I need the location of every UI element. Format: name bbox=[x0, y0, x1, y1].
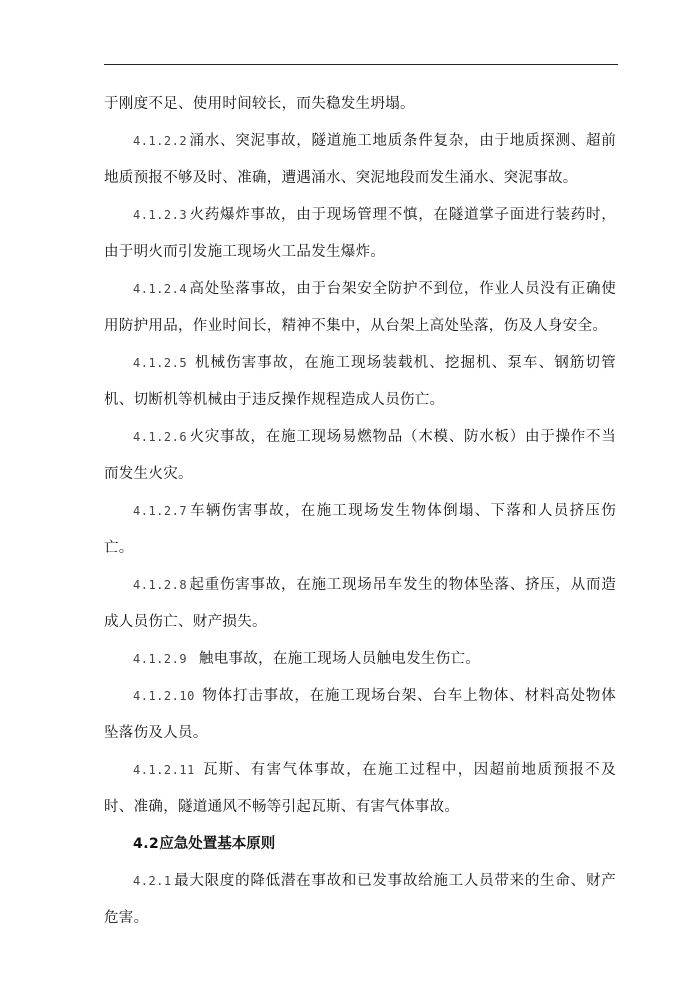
paragraph-4-2-1 bbox=[104, 863, 616, 937]
paragraph-continuation: 于刚度不足、使用时间较长，而失稳发生坍塌。 bbox=[104, 96, 415, 112]
clause-number: 4.1.2.11 bbox=[133, 763, 195, 777]
clause-text: 瓦斯、有害气体事故，在施工过程中，因超前地质预报不及时、准确，隧道通风不畅等引起瓦斯、有害气体事故。 bbox=[104, 762, 616, 815]
clause-number: 4.1.2.9 bbox=[133, 652, 188, 666]
clause-number: 4.1.2.2 bbox=[133, 134, 188, 148]
paragraph-4-1-2-5 bbox=[104, 345, 616, 419]
section-heading bbox=[104, 826, 616, 863]
clause-number: 4.1.2.5 bbox=[133, 356, 188, 370]
clause-text: 车辆伤害事故，在施工现场发生物体倒塌、下落和人员挤压伤亡。 bbox=[104, 503, 616, 556]
clause-text: 机械伤害事故，在施工现场装载机、挖掘机、泵车、钢筋切管机、切断机等机械由于违反操作规程造成人员伤亡。 bbox=[104, 355, 616, 408]
paragraph-4-1-2-10 bbox=[104, 678, 616, 752]
document-body bbox=[104, 86, 616, 937]
paragraph-4-1-2-7 bbox=[104, 493, 616, 567]
clause-number: 4.1.2.7 bbox=[133, 504, 188, 518]
paragraph-4-1-2-9 bbox=[104, 641, 616, 678]
paragraph-4-1-2-4 bbox=[104, 271, 616, 345]
paragraph-4-1-2-2 bbox=[104, 123, 616, 197]
paragraph-4-1-2-8 bbox=[104, 567, 616, 641]
clause-text: 涌水、突泥事故，隧道施工地质条件复杂，由于地质探测、超前地质预报不够及时、准确，遭遇涌水、突泥地段而发生涌水、突泥事故。 bbox=[104, 133, 616, 186]
paragraph-4-1-2-11 bbox=[104, 752, 616, 826]
section-number: 4.2 bbox=[133, 836, 160, 852]
clause-text: 物体打击事故，在施工现场台架、台车上物体、材料高处物体坠落伤及人员。 bbox=[104, 688, 616, 741]
paragraph-4-1-2-3 bbox=[104, 197, 616, 271]
clause-number: 4.1.2.3 bbox=[133, 208, 188, 222]
clause-text: 火灾事故，在施工现场易燃物品（木模、防水板）由于操作不当而发生火灾。 bbox=[104, 429, 616, 482]
section-title: 应急处置基本原则 bbox=[159, 836, 276, 852]
clause-number: 4.1.2.10 bbox=[133, 689, 195, 703]
clause-text: 起重伤害事故，在施工现场吊车发生的物体坠落、挤压，从而造成人员伤亡、财产损失。 bbox=[104, 577, 616, 630]
header-rule bbox=[104, 64, 618, 65]
clause-number: 4.1.2.6 bbox=[133, 430, 188, 444]
paragraph-4-1-2-6 bbox=[104, 419, 616, 493]
clause-text: 最大限度的降低潜在事故和已发事故给施工人员带来的生命、财产危害。 bbox=[104, 873, 616, 926]
clause-text: 火药爆炸事故，由于现场管理不慎，在隧道掌子面进行装药时，由于明火而引发施工现场火工品发生爆炸。 bbox=[104, 207, 616, 260]
clause-number: 4.2.1 bbox=[133, 874, 172, 888]
clause-text: 触电事故，在施工现场人员触电发生伤亡。 bbox=[189, 651, 481, 667]
clause-text: 高处坠落事故，由于台架安全防护不到位，作业人员没有正确使用防护用品，作业时间长，精神不集中，从台架上高处坠落，伤及人身安全。 bbox=[104, 281, 616, 334]
clause-number: 4.1.2.4 bbox=[133, 282, 188, 296]
clause-number: 4.1.2.8 bbox=[133, 578, 188, 592]
